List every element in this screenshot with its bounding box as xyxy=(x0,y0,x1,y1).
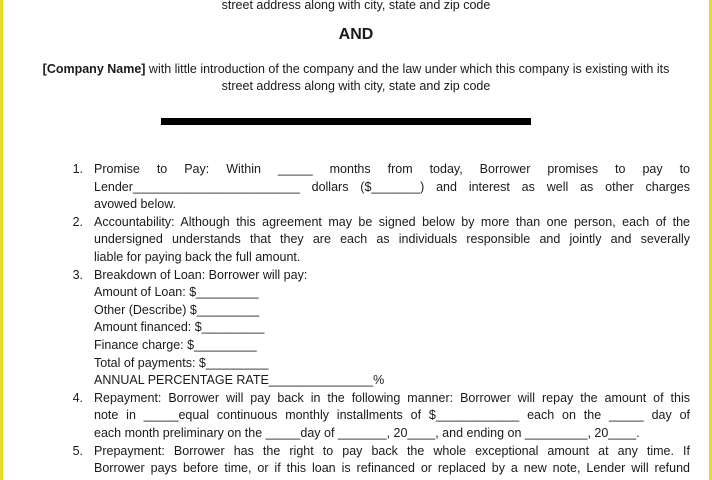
company-address-line: street address along with city, state and zip code xyxy=(221,79,491,93)
divider-bar xyxy=(161,118,531,125)
amount-of-loan-field: Amount of Loan: $_________ xyxy=(94,285,259,300)
company-intro-line xyxy=(3,61,709,78)
clause-number: 2. xyxy=(72,214,83,229)
company-intro-text: with little introduction of the company and the law under which this company is existing with its xyxy=(145,62,670,76)
clause-number: 5. xyxy=(72,443,83,458)
clause-line: Borrower pays before time, or if this loan is refinanced or replaced by a new note, Lender will refund xyxy=(94,461,690,476)
amount-financed-field: Amount financed: $_________ xyxy=(94,320,265,335)
clause-line: Accountability: Although this agreement may be signed below by more than one person, each of the xyxy=(94,214,690,229)
clause-line: liable for paying back the full amount. xyxy=(94,250,301,264)
and-separator: AND xyxy=(338,26,374,43)
clause-line: Breakdown of Loan: Borrower will pay: xyxy=(94,267,308,282)
clause-line: Repayment: Borrower will pay back in the following manner: Borrower will repay the amount of this xyxy=(94,390,690,405)
borrower-address-line: street address along with city, state and zip code xyxy=(221,0,491,12)
clause-line: Promise to Pay: Within _____ months from today, Borrower promises to pay to xyxy=(94,162,690,176)
finance-charge-field: Finance charge: $_________ xyxy=(94,338,257,352)
other-describe-field: Other (Describe) $_________ xyxy=(94,302,260,317)
clause-line: Prepayment: Borrower has the right to pay back the whole exceptional amount at any time. If xyxy=(94,443,690,458)
clause-line: note in _____equal continuous monthly installments of $____________ each on the _____ day of xyxy=(94,408,690,423)
clause-line: undersigned understands that they are each as individuals responsible and jointly and severally xyxy=(94,232,690,247)
annual-percentage-rate-field: ANNUAL PERCENTAGE RATE_______________% xyxy=(94,373,385,388)
clause-number: 1. xyxy=(72,162,83,176)
company-name-placeholder: [Company Name] xyxy=(42,62,146,76)
clause-line: avowed below. xyxy=(94,197,177,212)
clause-number: 3. xyxy=(72,267,83,282)
document-page xyxy=(3,0,709,480)
clause-line: Lender________________________ dollars ($_______) and interest as well as other charges xyxy=(94,179,690,194)
clause-line: each month preliminary on the _____day of _______, 20____, and ending on _________, 20____. xyxy=(94,426,640,440)
total-of-payments-field: Total of payments: $_________ xyxy=(94,355,269,370)
clause-number: 4. xyxy=(72,390,83,405)
